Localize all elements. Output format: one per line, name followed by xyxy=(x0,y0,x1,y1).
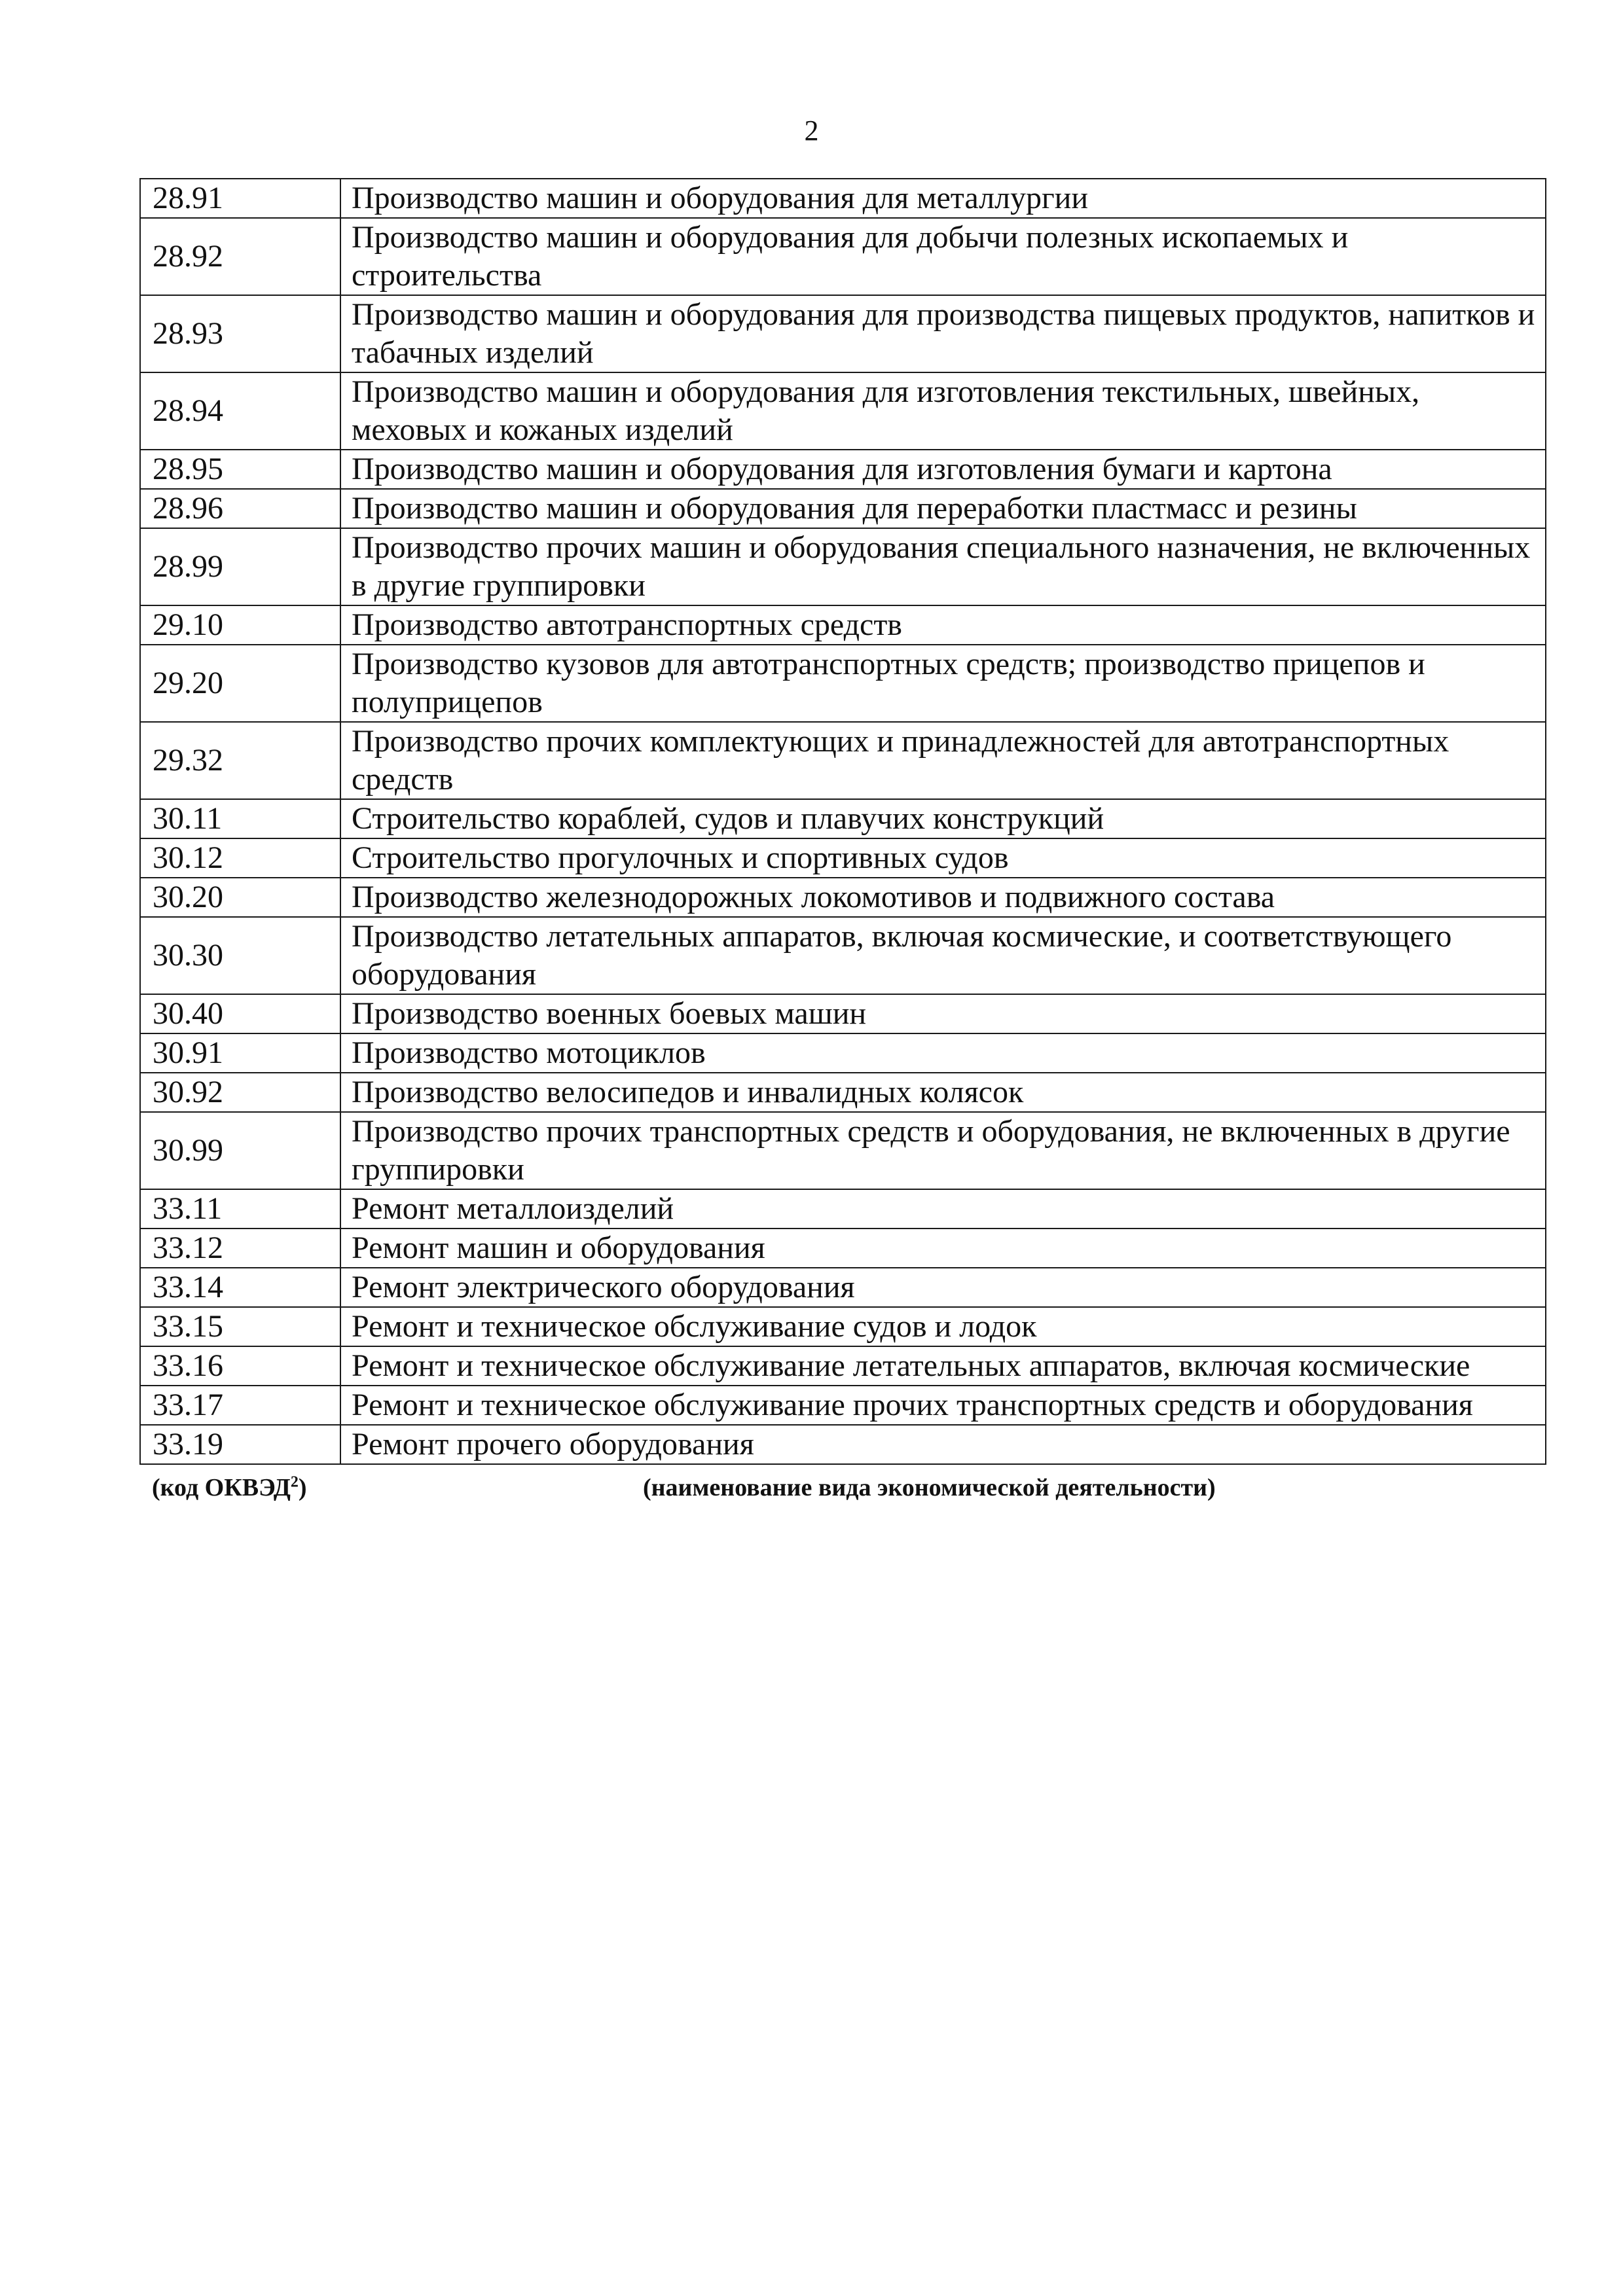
okved-code-caption-text: (код ОКВЭД xyxy=(152,1474,291,1501)
table-row xyxy=(140,799,1546,838)
okved-code: 29.32 xyxy=(140,722,340,799)
okved-code: 30.12 xyxy=(140,838,340,878)
activity-name: Ремонт электрического оборудования xyxy=(340,1268,1546,1307)
okved-code: 33.19 xyxy=(140,1425,340,1464)
okved-code: 33.15 xyxy=(140,1307,340,1346)
activity-name: Производство мотоциклов xyxy=(340,1033,1546,1073)
okved-code: 29.20 xyxy=(140,645,340,722)
activity-name: Строительство прогулочных и спортивных судов xyxy=(340,838,1546,878)
activity-name: Производство кузовов для автотранспортных средств; производство прицепов и полуприцепов xyxy=(340,645,1546,722)
activity-name: Ремонт машин и оборудования xyxy=(340,1229,1546,1268)
okved-code: 28.96 xyxy=(140,489,340,528)
okved-code: 28.95 xyxy=(140,450,340,489)
activity-name: Производство военных боевых машин xyxy=(340,994,1546,1033)
table-row xyxy=(140,179,1546,218)
table-row xyxy=(140,1346,1546,1386)
activity-name: Ремонт и техническое обслуживание прочих транспортных средств и оборудования xyxy=(340,1386,1546,1425)
table-row xyxy=(140,1268,1546,1307)
table-row xyxy=(140,372,1546,450)
activity-name: Производство машин и оборудования для изготовления текстильных, швейных, меховых и кожаных изделий xyxy=(340,372,1546,450)
activity-name: Ремонт и техническое обслуживание судов и лодок xyxy=(340,1307,1546,1346)
okved-code: 28.92 xyxy=(140,218,340,295)
table-row xyxy=(140,1425,1546,1464)
activity-name: Производство прочих машин и оборудования специального назначения, не включенных в другие группировки xyxy=(340,528,1546,605)
okved-code: 28.94 xyxy=(140,372,340,450)
table-row xyxy=(140,1307,1546,1346)
okved-code: 33.14 xyxy=(140,1268,340,1307)
page-number: 2 xyxy=(804,115,819,147)
okved-code: 30.30 xyxy=(140,917,340,994)
activity-name: Производство машин и оборудования для переработки пластмасс и резины xyxy=(340,489,1546,528)
okved-code: 28.93 xyxy=(140,295,340,372)
table-row xyxy=(140,1386,1546,1425)
activity-name: Производство железнодорожных локомотивов и подвижного состава xyxy=(340,878,1546,917)
table-row xyxy=(140,722,1546,799)
activity-name: Производство велосипедов и инвалидных колясок xyxy=(340,1073,1546,1112)
activity-name: Ремонт металлоизделий xyxy=(340,1189,1546,1229)
activity-name: Строительство кораблей, судов и плавучих конструкций xyxy=(340,799,1546,838)
activity-name: Производство прочих транспортных средств и оборудования, не включенных в другие группировки xyxy=(340,1112,1546,1189)
activity-name: Ремонт и техническое обслуживание летательных аппаратов, включая космические xyxy=(340,1346,1546,1386)
okved-code: 30.99 xyxy=(140,1112,340,1189)
table-row xyxy=(140,917,1546,994)
table-row xyxy=(140,450,1546,489)
activity-name: Производство машин и оборудования для металлургии xyxy=(340,179,1546,218)
activity-name: Производство машин и оборудования для изготовления бумаги и картона xyxy=(340,450,1546,489)
table-row xyxy=(140,1073,1546,1112)
table-row xyxy=(140,1033,1546,1073)
footnote-marker: 2 xyxy=(290,1473,299,1491)
okved-code: 28.99 xyxy=(140,528,340,605)
table-row xyxy=(140,1189,1546,1229)
activity-name: Производство автотранспортных средств xyxy=(340,605,1546,645)
okved-table xyxy=(139,178,1546,1465)
table-row xyxy=(140,295,1546,372)
okved-code: 33.17 xyxy=(140,1386,340,1425)
okved-code: 30.11 xyxy=(140,799,340,838)
activity-name: Производство машин и оборудования для добычи полезных ископаемых и строительства xyxy=(340,218,1546,295)
okved-code-caption xyxy=(152,1471,307,1504)
table-row xyxy=(140,645,1546,722)
okved-code: 33.11 xyxy=(140,1189,340,1229)
activity-name: Производство машин и оборудования для производства пищевых продуктов, напитков и табачных изделий xyxy=(340,295,1546,372)
okved-code: 29.10 xyxy=(140,605,340,645)
activity-name-caption: (наименование вида экономической деятельности) xyxy=(643,1474,1216,1501)
okved-code: 30.20 xyxy=(140,878,340,917)
activity-name: Производство летательных аппаратов, включая космические, и соответствующего оборудования xyxy=(340,917,1546,994)
table-row xyxy=(140,489,1546,528)
okved-code: 33.16 xyxy=(140,1346,340,1386)
table-row xyxy=(140,838,1546,878)
okved-code: 30.40 xyxy=(140,994,340,1033)
activity-name: Производство прочих комплектующих и принадлежностей для автотранспортных средств xyxy=(340,722,1546,799)
table-row xyxy=(140,605,1546,645)
okved-code: 30.91 xyxy=(140,1033,340,1073)
table-row xyxy=(140,218,1546,295)
okved-code: 30.92 xyxy=(140,1073,340,1112)
table-row xyxy=(140,994,1546,1033)
table-row xyxy=(140,1112,1546,1189)
table-row xyxy=(140,1229,1546,1268)
okved-code: 28.91 xyxy=(140,179,340,218)
okved-code-caption-close: ) xyxy=(298,1474,307,1501)
table-row xyxy=(140,528,1546,605)
okved-code: 33.12 xyxy=(140,1229,340,1268)
table-row xyxy=(140,878,1546,917)
table-footer-labels xyxy=(145,1471,1545,1511)
activity-name: Ремонт прочего оборудования xyxy=(340,1425,1546,1464)
